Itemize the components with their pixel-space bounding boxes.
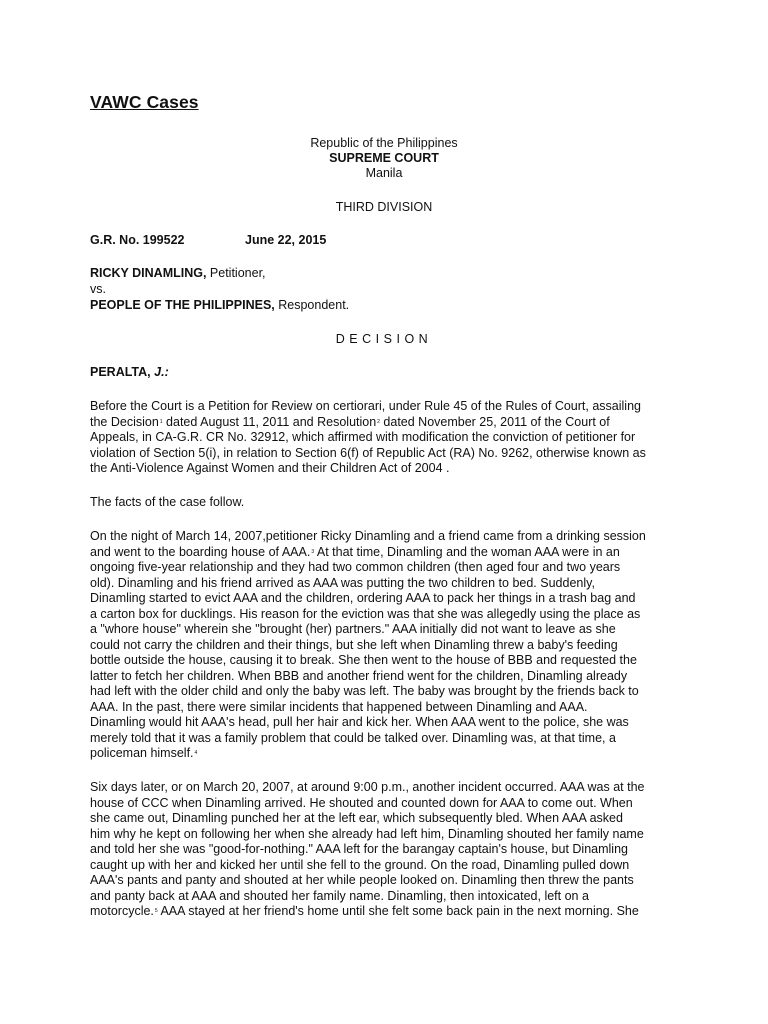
petitioner-line — [90, 266, 266, 280]
respondent-role: Respondent. — [278, 298, 350, 312]
ponente-suffix: J.: — [154, 365, 169, 379]
paragraph-text: On the night of March 14, 2007,petitioner Ricky Dinamling and a friend came from a drinking session and went to the boarding house of AAA. — [90, 529, 646, 559]
footnote-marker[interactable]: 5 — [154, 908, 158, 914]
petitioner-role: Petitioner, — [209, 266, 266, 280]
versus-label: vs. — [90, 282, 106, 296]
ponente-line — [90, 365, 169, 379]
respondent-line — [90, 298, 349, 312]
paragraph-text: dated November 25, 2011 of the Court of Appeals, in CA-G.R. CR No. 32912, which affirmed with modification the conviction of petitioner for violation of Section 5(i), in relation to Section 6(f) of Republic Act (RA) No. 9262, otherwise known as the Anti-Violence Against Women and their Children Act of 2004 . — [90, 414, 646, 475]
court-location: Manila — [365, 166, 403, 180]
paragraph-text: At that time, Dinamling and the woman AAA were in an ongoing five-year relationship and they had two common children (then aged four and two years old). Dinamling and his friend arrived as AAA was putting the two children to bed. Suddenly, Dinamling started to evict AAA and the children, ordering AAA to pack her things in a trash bag and a carton box for ducklings. His reason for the eviction was that she was allegedly using the place as a "whore house" wherein she "brought (her) partners." AAA initially did not want to leave as she could not carry the children and their things, but she left when Dinamling threw a baby's feeding bottle outside the house, causing it to break. She then went to the house of BBB and requested the latter to fetch her children. When BBB and another friend went for the children, Dinamling already had left with the older child and only the baby was left. The baby was brought by the friends back to AAA. In the past, there were similar incidents that happened between Dinamling and AAA. Dinamling would hit AAA's head, pull her hair and kick her. When AAA went to the police, she was merely told that it was a family problem that could be talked over. Dinamling was, at that time, a policeman himself. — [90, 544, 641, 760]
paragraph-facts-intro: The facts of the case follow. — [90, 495, 245, 509]
footnote-marker[interactable]: 4 — [194, 750, 198, 756]
division-label: THIRD DIVISION — [335, 200, 433, 214]
petitioner-name: RICKY DINAMLING, — [90, 266, 207, 280]
paragraph-text: Six days later, or on March 20, 2007, at around 9:00 p.m., another incident occurred. AAA was at the house of CCC when Dinamling arrived. He shouted and counted down for AAA to come out. When she came out, Dinamling punched her at the left ear, which subsequently bled. When AAA asked him why he kept on following her when she already had left him, Dinamling shouted her family name and told her she was "good-for-nothing." AAA left for the barangay captain's house, but Dinamling caught up with her and kicked her until she fell to the ground. On the road, Dinamling pulled down AAA's pants and panty and shouted at her while people looked on. Dinamling then threw the pants and panty back at AAA and shouted her family name. Dinamling, then intoxicated, left on a motorcycle. — [90, 780, 645, 918]
footnote-marker[interactable]: 2 — [377, 418, 380, 425]
paragraph-second-incident — [90, 780, 690, 920]
decision-title: DECISION — [335, 332, 433, 346]
document-heading: VAWC Cases — [90, 92, 199, 112]
footnote-marker[interactable]: 1 — [159, 418, 163, 425]
court-name: SUPREME COURT — [329, 151, 439, 165]
paragraph-petition — [90, 399, 690, 477]
respondent-name: PEOPLE OF THE PHILIPPINES, — [90, 298, 275, 312]
paragraph-text: Before the Court is a Petition for Review on certiorari, under Rule 45 of the Rules of Court, assailing the Decision — [90, 399, 641, 429]
paragraph-text: dated August 11, 2011 and Resolution — [162, 414, 377, 429]
gr-number: G.R. No. 199522 — [90, 233, 185, 247]
footnote-marker[interactable]: 3 — [311, 548, 315, 555]
decision-date: June 22, 2015 — [245, 233, 327, 247]
paragraph-text: AAA stayed at her friend's home until she felt some back pain in the next morning. She — [157, 904, 639, 918]
paragraph-first-incident — [90, 529, 690, 762]
ponente-name: PERALTA, — [90, 365, 151, 379]
court-country: Republic of the Philippines — [310, 136, 458, 150]
